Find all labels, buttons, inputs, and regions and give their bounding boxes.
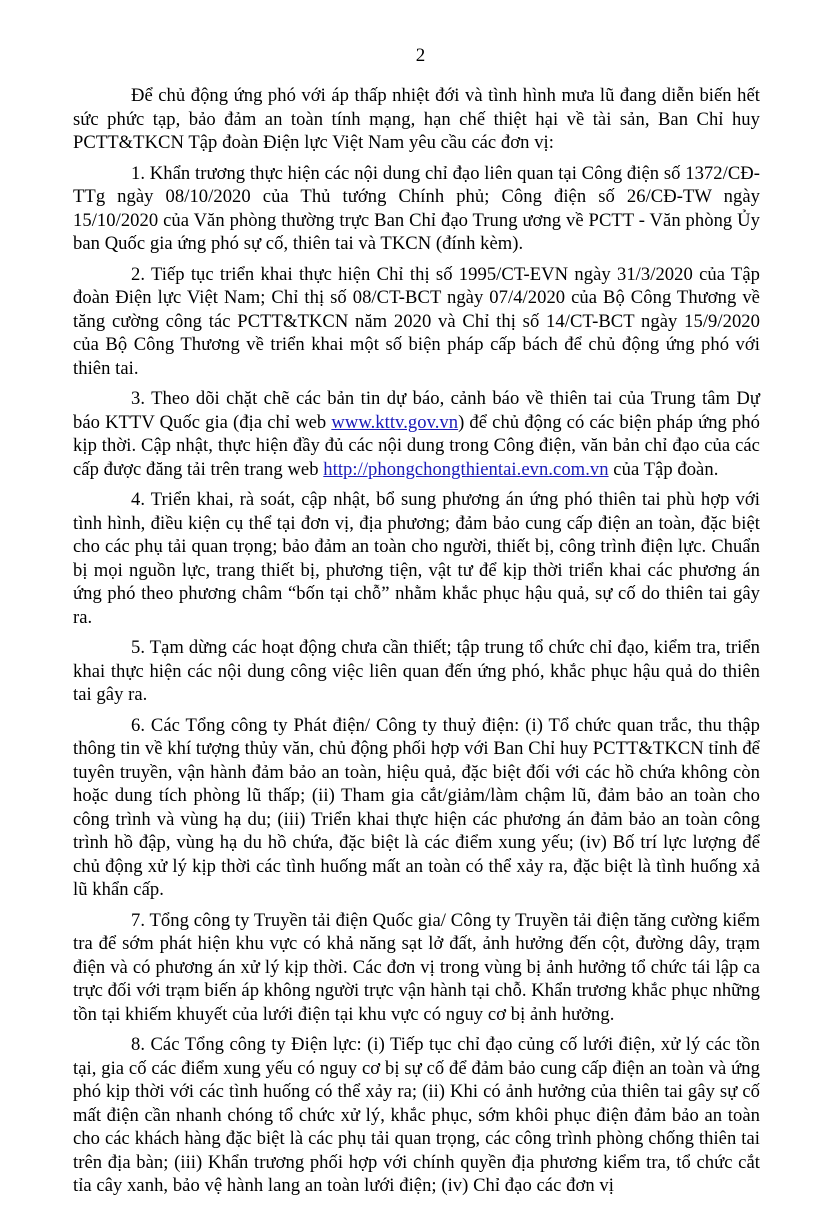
document-page bbox=[73, 44, 760, 1205]
item-3-paragraph bbox=[73, 387, 760, 481]
item-1-paragraph: 1. Khẩn trương thực hiện các nội dung chỉ đạo liên quan tại Công điện số 1372/CĐ-TTg ngày 08/10/2020 của Thủ tướng Chính phủ; Công điện số 26/CĐ-TW ngày 15/10/2020 của Văn phòng thường trực Ban Chỉ đạo Trung ương về PCTT - Văn phòng Ủy ban Quốc gia ứng phó sự cố, thiên tai và TKCN (đính kèm). bbox=[73, 162, 760, 254]
intro-paragraph: Để chủ động ứng phó với áp thấp nhiệt đới và tình hình mưa lũ đang diễn biến hết sức phức tạp, bảo đảm an toàn tính mạng, hạn chế thiệt hại về tài sản, Ban Chỉ huy PCTT&TKCN Tập đoàn Điện lực Việt Nam yêu cầu các đơn vị: bbox=[73, 85, 760, 153]
item-2-paragraph: 2. Tiếp tục triển khai thực hiện Chỉ thị số 1995/CT-EVN ngày 31/3/2020 của Tập đoàn Điện lực Việt Nam; Chỉ thị số 08/CT-BCT ngày 07/4/2020 của Bộ Công Thương về tăng cường công tác PCTT&TKCN năm 2020 và Chỉ thị số 14/CT-BCT ngày 15/9/2020 của Bộ Công Thương về triển khai một số biện pháp cấp bách để chủ động ứng phó với thiên tai. bbox=[73, 263, 760, 379]
item-7-paragraph: 7. Tổng công ty Truyền tải điện Quốc gia/ Công ty Truyền tải điện tăng cường kiểm tra để sớm phát hiện khu vực có khả năng sạt lở đất, ảnh hưởng đến cột, đường dây, trạm điện và có phương án xử lý kịp thời. Các đơn vị trong vùng bị ảnh hưởng tổ chức tái lập ca trực đối với trạm biến áp không người trực vận hành tại chỗ. Khẩn trương khắc phục những tồn tại khiếm khuyết của lưới điện tại khu vực có nguy cơ bị ảnh hưởng. bbox=[73, 909, 760, 1025]
phongchongthientai-website-link[interactable]: http://phongchongthientai.evn.com.vn bbox=[323, 458, 609, 480]
item-5-paragraph: 5. Tạm dừng các hoạt động chưa cần thiết; tập trung tổ chức chỉ đạo, kiểm tra, triển khai thực hiện các nội dung công việc liên quan đến ứng phó, khắc phục hậu quả do thiên tai gây ra. bbox=[73, 637, 760, 705]
item-8-paragraph: 8. Các Tổng công ty Điện lực: (i) Tiếp tục chỉ đạo củng cố lưới điện, xử lý các tồn tại, gia cố các điểm xung yếu có nguy cơ bị sự cố để đảm bảo cung cấp điện an toàn và ứng phó kịp thời với các tình huống có thể xảy ra; (ii) Khi có ảnh hưởng của thiên tai gây sự cố mất điện cần nhanh chóng tổ chức xử lý, khắc phục, sớm khôi phục điện đảm bảo an toàn cho các khách hàng đặc biệt là các phụ tải quan trọng, các công trình phòng chống thiên tai trên địa bàn; (iii) Khẩn trương phối hợp với chính quyền địa phương kiểm tra, tổ chức cắt tỉa cây xanh, bảo vệ hành lang an toàn lưới điện; (iv) Chỉ đạo các đơn vị bbox=[73, 1034, 760, 1196]
item-4-paragraph: 4. Triển khai, rà soát, cập nhật, bổ sung phương án ứng phó thiên tai phù hợp với tình hình, điều kiện cụ thể tại đơn vị, địa phương; đảm bảo cung cấp điện an toàn, đặc biệt cho các phụ tải quan trọng; bảo đảm an toàn cho người, thiết bị, công trình điện lực. Chuẩn bị mọi nguồn lực, trang thiết bị, phương tiện, vật tư để kịp thời triển khai các phương án ứng phó theo phương châm “bốn tại chỗ” nhằm khắc phục hậu quả, sự cố do thiên tai gây ra. bbox=[73, 489, 760, 628]
item-3-text-part-2: ) để chủ động có các biện pháp ứng phó kịp thời. Cập nhật, thực hiện đầy đủ các nội dung trong Công điện, văn bản chỉ đạo của các cấp được đăng tải trên trang web bbox=[73, 411, 760, 480]
item-3-text-part-3: của Tập đoàn. bbox=[608, 458, 719, 480]
item-6-paragraph: 6. Các Tổng công ty Phát điện/ Công ty thuỷ điện: (i) Tổ chức quan trắc, thu thập thông tin về khí tượng thủy văn, chủ động phối hợp với Ban Chỉ huy PCTT&TKCN tỉnh để tuyên truyền, vận hành đảm bảo an toàn, hiệu quả, đặc biệt đối với các hồ chứa không còn hoặc dung tích phòng lũ thấp; (ii) Tham gia cắt/giảm/làm chậm lũ, đảm bảo an toàn cho công trình và vùng hạ du; (iii) Triển khai thực hiện các phương án đảm bảo an toàn công trình hồ đập, vùng hạ du hồ chứa, đặc biệt là các điểm xung yếu; (iv) Bố trí lực lượng để chủ động xử lý kịp thời các tình huống mất an toàn có thể xảy ra, đặc biệt là tình huống xả lũ khẩn cấp. bbox=[73, 714, 760, 900]
kttv-website-link[interactable]: www.kttv.gov.vn bbox=[331, 411, 459, 433]
item-3-text-part-1: 3. Theo dõi chặt chẽ các bản tin dự báo, cảnh báo về thiên tai của Trung tâm Dự báo KTTV Quốc gia (địa chỉ web bbox=[73, 388, 760, 433]
page-number: 2 bbox=[415, 45, 426, 66]
